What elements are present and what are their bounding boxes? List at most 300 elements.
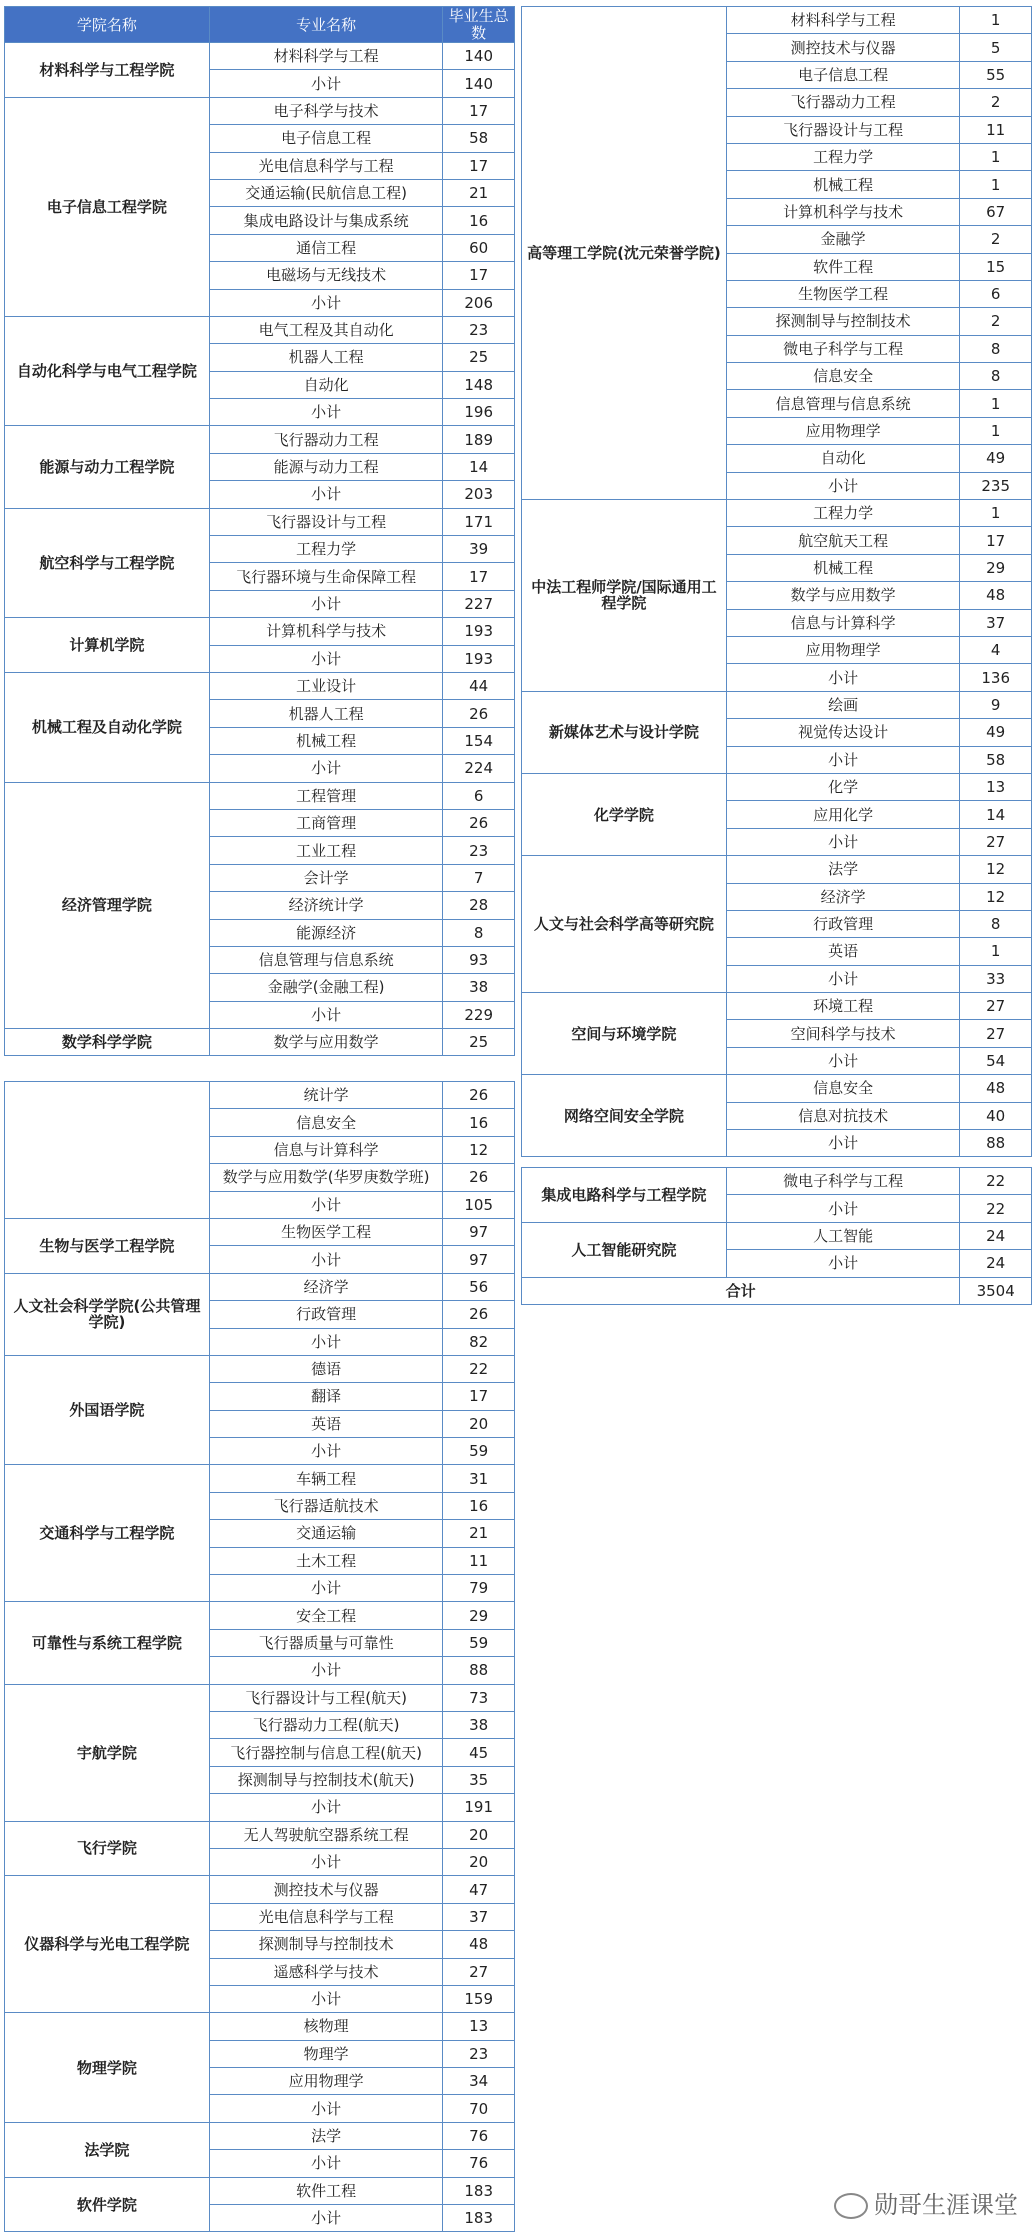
college-name: 宇航学院 [5,1684,210,1821]
major-name: 测控技术与仪器 [726,34,960,61]
graduate-count: 40 [960,1102,1032,1129]
major-name: 机器人工程 [209,700,443,727]
major-name: 交通运输(民航信息工程) [209,179,443,206]
college-name: 航空科学与工程学院 [5,508,210,618]
major-name: 软件工程 [209,2177,443,2204]
graduate-count: 24 [960,1222,1032,1249]
major-name: 信息与计算科学 [726,609,960,636]
major-name: 小计 [209,2205,443,2232]
graduate-count: 60 [443,234,515,261]
college-name: 物理学院 [5,2013,210,2123]
graduate-count: 76 [443,2122,515,2149]
graduate-count: 14 [443,453,515,480]
major-name: 数学与应用数学 [209,1029,443,1056]
college-name [5,1082,210,1219]
total-row [522,1277,1032,1304]
major-name: 工程力学 [726,500,960,527]
major-name: 小计 [209,70,443,97]
major-name: 通信工程 [209,234,443,261]
major-name: 小计 [209,2095,443,2122]
college-name: 网络空间安全学院 [522,1075,727,1157]
major-name: 小计 [209,755,443,782]
major-name: 电磁场与无线技术 [209,262,443,289]
major-name: 小计 [209,481,443,508]
major-name: 信息管理与信息系统 [209,946,443,973]
major-name: 统计学 [209,1082,443,1109]
table-row [5,618,515,645]
major-name: 小计 [209,289,443,316]
table-row [5,508,515,535]
college-name: 高等理工学院(沈元荣誉学院) [522,7,727,500]
graduate-count: 136 [960,664,1032,691]
graduate-count: 17 [443,152,515,179]
graduate-count: 76 [443,2150,515,2177]
table-row [5,1684,515,1711]
major-name: 信息安全 [726,363,960,390]
major-name: 信息安全 [209,1109,443,1136]
graduate-count: 14 [960,801,1032,828]
graduate-count: 235 [960,472,1032,499]
major-name: 小计 [209,2150,443,2177]
table-row [5,1465,515,1492]
major-name: 空间科学与技术 [726,1020,960,1047]
major-name: 飞行器动力工程(航天) [209,1711,443,1738]
graduate-count: 140 [443,70,515,97]
major-name: 探测制导与控制技术(航天) [209,1766,443,1793]
graduate-count: 8 [960,335,1032,362]
major-name: 英语 [209,1410,443,1437]
major-name: 经济统计学 [209,892,443,919]
graduate-count: 48 [960,1075,1032,1102]
table-row [522,500,1032,527]
college-name: 人文与社会科学高等研究院 [522,856,727,993]
graduate-count: 27 [960,1020,1032,1047]
graduate-count: 9 [960,691,1032,718]
graduate-count: 35 [443,1766,515,1793]
major-name: 信息管理与信息系统 [726,390,960,417]
table-row [5,43,515,70]
college-name: 新媒体艺术与设计学院 [522,691,727,773]
table-row [522,856,1032,883]
major-name: 小计 [209,590,443,617]
graduate-count: 56 [443,1273,515,1300]
table-row [5,426,515,453]
graduate-count: 55 [960,61,1032,88]
college-name: 电子信息工程学院 [5,97,210,316]
major-name: 探测制导与控制技术 [726,308,960,335]
major-name: 土木工程 [209,1547,443,1574]
major-name: 经济学 [209,1273,443,1300]
graduate-count: 20 [443,1848,515,1875]
graduate-count: 16 [443,207,515,234]
major-name: 小计 [209,1848,443,1875]
graduate-count: 148 [443,371,515,398]
header-major: 专业名称 [209,7,443,43]
major-name: 行政管理 [209,1301,443,1328]
major-name: 绘画 [726,691,960,718]
major-name: 金融学 [726,226,960,253]
graduate-count: 47 [443,1876,515,1903]
major-name: 经济学 [726,883,960,910]
graduate-count: 6 [960,280,1032,307]
graduate-count: 70 [443,2095,515,2122]
major-name: 光电信息科学与工程 [209,152,443,179]
major-name: 工程力学 [209,536,443,563]
graduate-count: 29 [443,1602,515,1629]
table-row [5,1355,515,1382]
header-count: 毕业生总数 [443,7,515,43]
graduate-count: 154 [443,727,515,754]
major-name: 微电子科学与工程 [726,335,960,362]
major-name: 计算机科学与技术 [726,198,960,225]
major-name: 小计 [209,1575,443,1602]
total-value: 3504 [960,1277,1032,1304]
major-name: 小计 [726,1195,960,1222]
major-name: 集成电路设计与集成系统 [209,207,443,234]
major-name: 工程管理 [209,782,443,809]
major-name: 应用化学 [726,801,960,828]
table-row [5,1273,515,1300]
table-row [5,1029,515,1056]
major-name: 化学 [726,773,960,800]
graduate-count: 8 [443,919,515,946]
major-name: 工业工程 [209,837,443,864]
table-row [522,773,1032,800]
major-name: 小计 [209,1794,443,1821]
major-name: 机械工程 [209,727,443,754]
college-name: 可靠性与系统工程学院 [5,1602,210,1684]
graduate-count: 4 [960,636,1032,663]
graduate-count: 1 [960,417,1032,444]
graduate-count: 48 [443,1931,515,1958]
graduate-count: 11 [960,116,1032,143]
major-name: 机械工程 [726,554,960,581]
graduate-count: 93 [443,946,515,973]
graduate-count: 224 [443,755,515,782]
graduate-count: 88 [443,1657,515,1684]
graduates-table-right-bottom [521,1167,1032,1305]
major-name: 小计 [209,1985,443,2012]
major-name: 小计 [726,746,960,773]
major-name: 小计 [209,1001,443,1028]
graduate-count: 6 [443,782,515,809]
graduate-count: 2 [960,89,1032,116]
graduate-count: 159 [443,1985,515,2012]
graduate-count: 26 [443,1301,515,1328]
major-name: 应用物理学 [209,2068,443,2095]
major-name: 飞行器动力工程 [209,426,443,453]
graduate-count: 26 [443,700,515,727]
graduate-count: 38 [443,1711,515,1738]
table-row [5,1876,515,1903]
college-name: 能源与动力工程学院 [5,426,210,508]
table-row [522,1168,1032,1195]
graduate-count: 13 [960,773,1032,800]
graduate-count: 88 [960,1130,1032,1157]
major-name: 微电子科学与工程 [726,1168,960,1195]
graduate-count: 193 [443,618,515,645]
major-name: 探测制导与控制技术 [209,1931,443,1958]
graduate-count: 26 [443,1164,515,1191]
graduate-count: 97 [443,1218,515,1245]
college-name: 飞行学院 [5,1821,210,1876]
table-row [5,782,515,809]
watermark [834,2185,1018,2220]
graduate-count: 16 [443,1492,515,1519]
graduate-count: 39 [443,536,515,563]
graduate-count: 227 [443,590,515,617]
major-name: 工商管理 [209,809,443,836]
major-name: 生物医学工程 [726,280,960,307]
major-name: 计算机科学与技术 [209,618,443,645]
graduate-count: 22 [443,1355,515,1382]
graduate-count: 20 [443,1821,515,1848]
graduate-count: 25 [443,1029,515,1056]
major-name: 电子信息工程 [726,61,960,88]
table-row [5,1821,515,1848]
graduate-count: 27 [443,1958,515,1985]
table-row [5,1218,515,1245]
graduate-count: 97 [443,1246,515,1273]
graduate-count: 28 [443,892,515,919]
graduate-count: 27 [960,828,1032,855]
major-name: 飞行器动力工程 [726,89,960,116]
table-row [5,97,515,124]
major-name: 交通运输 [209,1520,443,1547]
major-name: 小计 [726,664,960,691]
major-name: 材料科学与工程 [726,7,960,34]
major-name: 机械工程 [726,171,960,198]
major-name: 航空航天工程 [726,527,960,554]
graduate-count: 1 [960,171,1032,198]
major-name: 行政管理 [726,910,960,937]
graduate-count: 26 [443,1082,515,1109]
graduate-count: 1 [960,390,1032,417]
graduate-count: 17 [443,97,515,124]
graduate-count: 49 [960,719,1032,746]
major-name: 小计 [209,1191,443,1218]
graduate-count: 59 [443,1438,515,1465]
major-name: 金融学(金融工程) [209,974,443,1001]
major-name: 测控技术与仪器 [209,1876,443,1903]
graduate-count: 45 [443,1739,515,1766]
graduate-count: 17 [443,1383,515,1410]
major-name: 安全工程 [209,1602,443,1629]
graduate-count: 29 [960,554,1032,581]
college-name: 仪器科学与光电工程学院 [5,1876,210,2013]
major-name: 电子科学与技术 [209,97,443,124]
graduate-count: 12 [960,883,1032,910]
graduate-count: 189 [443,426,515,453]
graduate-count: 12 [960,856,1032,883]
major-name: 无人驾驶航空器系统工程 [209,1821,443,1848]
graduate-count: 25 [443,344,515,371]
major-name: 电子信息工程 [209,125,443,152]
table-row [5,1602,515,1629]
graduate-count: 58 [960,746,1032,773]
graduate-count: 26 [443,809,515,836]
major-name: 飞行器控制与信息工程(航天) [209,1739,443,1766]
graduate-count: 79 [443,1575,515,1602]
graduate-count: 38 [443,974,515,1001]
major-name: 小计 [726,828,960,855]
graduate-count: 23 [443,316,515,343]
graduate-count: 82 [443,1328,515,1355]
graduate-count: 24 [960,1250,1032,1277]
graduates-table-right-top [521,6,1032,1157]
table-row [5,2013,515,2040]
graduate-count: 27 [960,993,1032,1020]
college-name: 经济管理学院 [5,782,210,1029]
graduate-count: 1 [960,7,1032,34]
table-row [5,316,515,343]
graduates-table-left-bottom [4,1081,515,2232]
graduate-count: 37 [443,1903,515,1930]
graduate-count: 140 [443,43,515,70]
major-name: 软件工程 [726,253,960,280]
major-name: 飞行器适航技术 [209,1492,443,1519]
graduate-count: 67 [960,198,1032,225]
table-row [522,1222,1032,1249]
college-name: 计算机学院 [5,618,210,673]
graduate-count: 191 [443,1794,515,1821]
major-name: 信息对抗技术 [726,1102,960,1129]
major-name: 小计 [209,399,443,426]
graduate-count: 5 [960,34,1032,61]
graduate-count: 23 [443,2040,515,2067]
college-name: 法学院 [5,2122,210,2177]
college-name: 空间与环境学院 [522,993,727,1075]
table-row [5,2177,515,2204]
college-name: 交通科学与工程学院 [5,1465,210,1602]
college-name: 人工智能研究院 [522,1222,727,1277]
major-name: 信息与计算科学 [209,1136,443,1163]
graduate-count: 22 [960,1195,1032,1222]
graduate-count: 193 [443,645,515,672]
college-name: 软件学院 [5,2177,210,2232]
major-name: 数学与应用数学(华罗庚数学班) [209,1164,443,1191]
major-name: 飞行器设计与工程 [209,508,443,535]
major-name: 电气工程及其自动化 [209,316,443,343]
major-name: 工程力学 [726,143,960,170]
major-name: 遥感科学与技术 [209,1958,443,1985]
graduate-count: 31 [443,1465,515,1492]
table-row [5,2122,515,2149]
major-name: 数学与应用数学 [726,582,960,609]
table-row [5,672,515,699]
major-name: 自动化 [726,445,960,472]
college-name: 化学学院 [522,773,727,855]
graduate-count: 183 [443,2177,515,2204]
graduate-count: 44 [443,672,515,699]
graduate-count: 21 [443,1520,515,1547]
total-label: 合计 [522,1277,960,1304]
graduate-count: 183 [443,2205,515,2232]
major-name: 小计 [209,1438,443,1465]
major-name: 会计学 [209,864,443,891]
college-name: 生物与医学工程学院 [5,1218,210,1273]
graduates-table-left-top [4,6,515,1056]
major-name: 自动化 [209,371,443,398]
major-name: 车辆工程 [209,1465,443,1492]
college-name: 机械工程及自动化学院 [5,672,210,782]
graduate-count: 16 [443,1109,515,1136]
graduate-count: 1 [960,500,1032,527]
major-name: 物理学 [209,2040,443,2067]
header-college: 学院名称 [5,7,210,43]
graduate-count: 17 [443,563,515,590]
major-name: 小计 [209,1657,443,1684]
major-name: 飞行器设计与工程 [726,116,960,143]
graduate-count: 21 [443,179,515,206]
major-name: 翻译 [209,1383,443,1410]
major-name: 应用物理学 [726,636,960,663]
major-name: 生物医学工程 [209,1218,443,1245]
major-name: 信息安全 [726,1075,960,1102]
graduate-count: 48 [960,582,1032,609]
graduate-count: 196 [443,399,515,426]
major-name: 法学 [726,856,960,883]
wechat-icon [834,2193,868,2219]
graduate-count: 11 [443,1547,515,1574]
table-header [5,7,515,43]
major-name: 应用物理学 [726,417,960,444]
major-name: 飞行器环境与生命保障工程 [209,563,443,590]
graduate-count: 49 [960,445,1032,472]
major-name: 环境工程 [726,993,960,1020]
major-name: 小计 [209,1246,443,1273]
graduate-count: 15 [960,253,1032,280]
major-name: 飞行器设计与工程(航天) [209,1684,443,1711]
graduate-count: 105 [443,1191,515,1218]
graduate-count: 17 [443,262,515,289]
major-name: 英语 [726,938,960,965]
college-name: 自动化科学与电气工程学院 [5,316,210,426]
graduate-count: 37 [960,609,1032,636]
watermark-text: 勋哥生涯课堂 [874,2191,1018,2219]
graduate-count: 1 [960,143,1032,170]
major-name: 小计 [209,645,443,672]
graduate-count: 20 [443,1410,515,1437]
graduate-count: 58 [443,125,515,152]
major-name: 小计 [726,1250,960,1277]
table-row [522,7,1032,34]
major-name: 光电信息科学与工程 [209,1903,443,1930]
graduate-count: 8 [960,363,1032,390]
graduate-count: 7 [443,864,515,891]
graduate-count: 13 [443,2013,515,2040]
table-row [522,993,1032,1020]
major-name: 飞行器质量与可靠性 [209,1629,443,1656]
college-name: 材料科学与工程学院 [5,43,210,98]
graduate-count: 8 [960,910,1032,937]
major-name: 人工智能 [726,1222,960,1249]
table-row [522,1075,1032,1102]
major-name: 小计 [726,1047,960,1074]
college-name: 人文社会科学学院(公共管理学院) [5,1273,210,1355]
graduate-count: 33 [960,965,1032,992]
graduate-count: 23 [443,837,515,864]
college-name: 中法工程师学院/国际通用工程学院 [522,500,727,692]
major-name: 德语 [209,1355,443,1382]
graduate-count: 59 [443,1629,515,1656]
graduate-count: 54 [960,1047,1032,1074]
college-name: 外国语学院 [5,1355,210,1465]
graduate-count: 73 [443,1684,515,1711]
graduate-count: 12 [443,1136,515,1163]
graduate-count: 22 [960,1168,1032,1195]
graduate-count: 171 [443,508,515,535]
